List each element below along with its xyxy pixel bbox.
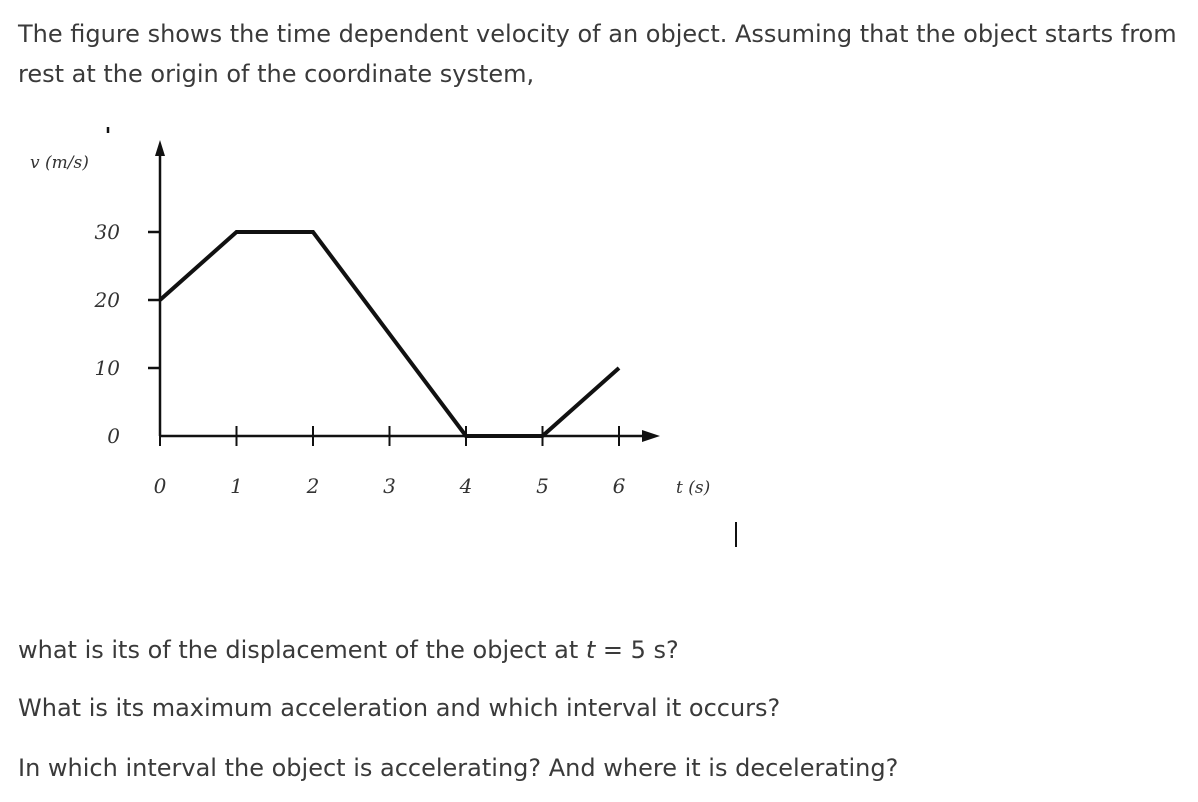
y-tick-label-30: 30 xyxy=(94,220,120,244)
y-tick-label-10: 10 xyxy=(94,356,120,380)
y-tick-label-20: 20 xyxy=(94,288,120,312)
problem-intro: The figure shows the time dependent velocity of an object. Assuming that the object starts from rest at the origin of the coordinate system, xyxy=(18,20,1177,88)
series-line-velocity xyxy=(160,232,619,436)
question-1-suffix: = 5 s? xyxy=(595,636,679,664)
x-tick-label-1: 1 xyxy=(230,474,243,498)
question-1-variable: t xyxy=(585,636,596,664)
y-axis-title: v (m/s) xyxy=(30,153,89,173)
x-tick-label-3: 3 xyxy=(383,474,396,498)
x-tick-label-6: 6 xyxy=(612,474,626,498)
y-tick-label-0: 0 xyxy=(107,424,120,448)
question-displacement xyxy=(18,634,679,666)
x-tick-label-4: 4 xyxy=(459,474,473,498)
x-tick-label-0: 0 xyxy=(153,474,167,498)
y-axis-arrow xyxy=(155,140,165,156)
question-max-acceleration: What is its maximum acceleration and which interval it occurs? xyxy=(18,694,781,722)
x-axis-title: t (s) xyxy=(676,478,711,498)
x-tick-label-5: 5 xyxy=(536,474,549,498)
question-accelerating-intervals: In which interval the object is accelerating? And where it is decelerating? xyxy=(18,754,899,782)
x-axis-arrow xyxy=(642,430,660,442)
question-1-prefix: what is its of the displacement of the object at xyxy=(18,636,586,664)
x-tick-label-2: 2 xyxy=(306,474,320,498)
velocity-time-chart xyxy=(0,110,760,550)
text-cursor xyxy=(735,522,737,547)
